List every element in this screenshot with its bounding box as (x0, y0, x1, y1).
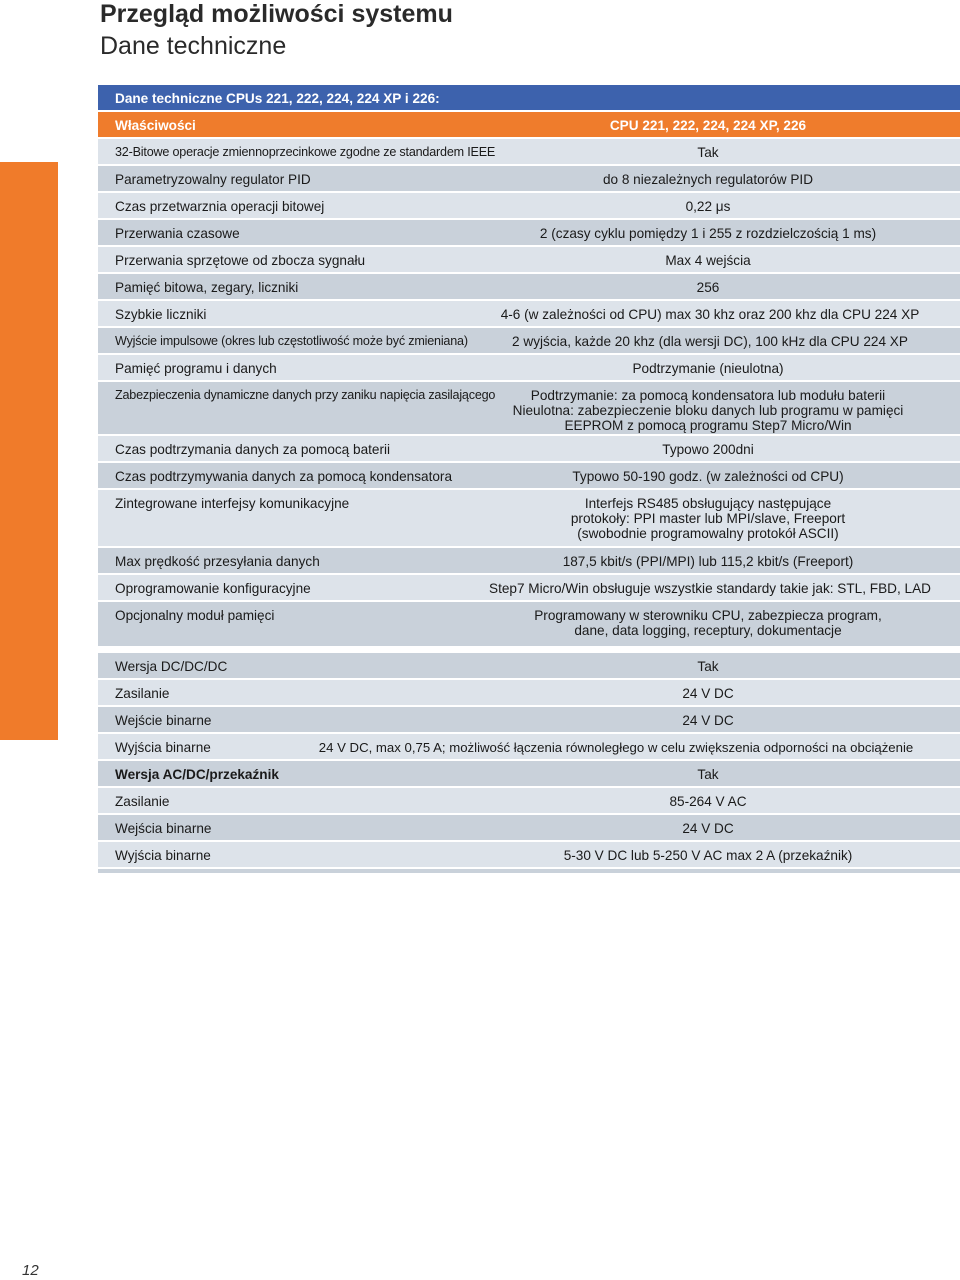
table-bottom-rule (98, 869, 960, 873)
table-row (98, 680, 960, 707)
row-value: 4-6 (w zależności od CPU) max 30 khz oraz 200 khz dla CPU 224 XP (500, 307, 920, 322)
row-value: Tak (697, 767, 719, 782)
spec-table-versions (98, 653, 960, 869)
table-row (98, 463, 960, 490)
row-value: 24 V DC, max 0,75 A; możliwość łączenia równoległego w celu zwiększenia odporności na obciążenie (318, 740, 914, 755)
table-row (98, 548, 960, 575)
row-value: 24 V DC (682, 821, 734, 836)
table-row (98, 653, 960, 680)
row-label: Przerwania sprzętowe od zbocza sygnału (115, 253, 366, 268)
row-label: Pamięć programu i danych (115, 361, 277, 376)
page-number: 12 (22, 1262, 39, 1279)
row-label: Wersja AC/DC/przekaźnik (115, 767, 279, 782)
table-row (98, 355, 960, 382)
table-row (98, 139, 960, 166)
table-row (98, 734, 960, 761)
table-row (98, 328, 960, 355)
row-value: 187,5 kbit/s (PPI/MPI) lub 115,2 kbit/s (Freeport) (562, 554, 854, 569)
table-row (98, 166, 960, 193)
table-row (98, 220, 960, 247)
table-row (98, 842, 960, 869)
row-label: Zintegrowane interfejsy komunikacyjne (115, 496, 350, 511)
row-label: Przerwania czasowe (115, 226, 240, 241)
header-value: CPU 221, 222, 224, 224 XP, 226 (609, 118, 807, 133)
row-value: 2 wyjścia, każde 20 khz (dla wersji DC), 100 kHz dla CPU 224 XP (512, 334, 908, 349)
page-title: Przegląd możliwości systemu (100, 0, 453, 28)
row-label: Zasilanie (115, 686, 170, 701)
table-row (98, 247, 960, 274)
table-row (98, 602, 960, 648)
row-label: Wejścia binarne (115, 821, 212, 836)
row-label: Szybkie liczniki (115, 307, 207, 322)
row-value: Programowany w sterowniku CPU, zabezpiecza program, dane, data logging, receptury, dokumentacje (534, 608, 882, 638)
table-caption: Dane techniczne CPUs 221, 222, 224, 224 XP i 226: (115, 91, 440, 106)
row-label: Czas podtrzymywania danych za pomocą kondensatora (115, 469, 453, 484)
row-value: Typowo 50-190 godz. (w zależności od CPU) (572, 469, 844, 484)
row-label: Wyjścia binarne (115, 848, 211, 863)
row-label: Pamięć bitowa, zegary, liczniki (115, 280, 299, 295)
spec-table-cpu (98, 85, 960, 648)
row-label: Zabezpieczenia dynamiczne danych przy zaniku napięcia zasilającego (115, 388, 496, 402)
row-label: 32-Bitowe operacje zmiennoprzecinkowe zgodne ze standardem IEEE (115, 145, 496, 159)
row-value: Typowo 200dni (662, 442, 754, 457)
row-label: Wejście binarne (115, 713, 212, 728)
row-label: Zasilanie (115, 794, 170, 809)
table-header-row (98, 112, 960, 139)
row-value: Podtrzymanie (nieulotna) (632, 361, 784, 376)
row-value: Step7 Micro/Win obsługuje wszystkie standardy takie jak: STL, FBD, LAD (489, 581, 931, 596)
row-value: 256 (696, 280, 720, 295)
row-value: Max 4 wejścia (665, 253, 751, 268)
row-label: Max prędkość przesyłania danych (115, 554, 320, 569)
table-row (98, 382, 960, 436)
row-value: 0,22 μs (685, 199, 731, 214)
row-value: 24 V DC (682, 686, 734, 701)
row-value: Interfejs RS485 obsługujący następujące protokoły: PPI master lub MPI/slave, Freeport (swobodnie programowalny protokół ASCII) (570, 496, 846, 541)
row-label: Wyjścia binarne (115, 740, 211, 755)
table-row (98, 490, 960, 548)
table-row (98, 193, 960, 220)
row-value: 85-264 V AC (669, 794, 747, 809)
table-caption-row (98, 85, 960, 112)
row-label: Opcjonalny moduł pamięci (115, 608, 275, 623)
row-value: 24 V DC (682, 713, 734, 728)
row-value: Tak (697, 145, 719, 160)
table-row (98, 761, 960, 788)
row-label: Czas podtrzymania danych za pomocą baterii (115, 442, 391, 457)
row-value: Podtrzymanie: za pomocą kondensatora lub modułu baterii Nieulotna: zabezpieczenie bloku danych lub programu w pamięci EEPROM z pomocą programu Step7 Micro/Win (512, 388, 904, 433)
table-row (98, 274, 960, 301)
row-label: Czas przetwarznia operacji bitowej (115, 199, 325, 214)
row-label: Oprogramowanie konfiguracyjne (115, 581, 311, 596)
row-value: Tak (697, 659, 719, 674)
row-value: 2 (czasy cyklu pomiędzy 1 i 255 z rozdzielczością 1 ms) (539, 226, 877, 241)
row-label: Wyjście impulsowe (okres lub częstotliwość może być zmieniana) (115, 334, 468, 348)
table-row (98, 301, 960, 328)
row-value: do 8 niezależnych regulatorów PID (602, 172, 814, 187)
table-row (98, 575, 960, 602)
page-subtitle: Dane techniczne (100, 32, 287, 60)
row-label: Parametryzowalny regulator PID (115, 172, 311, 187)
table-row (98, 707, 960, 734)
table-row (98, 436, 960, 463)
table-row (98, 788, 960, 815)
row-label: Wersja DC/DC/DC (115, 659, 228, 674)
table-row (98, 815, 960, 842)
side-accent-bar (0, 162, 58, 740)
row-value: 5-30 V DC lub 5-250 V AC max 2 A (przekaźnik) (563, 848, 853, 863)
header-label: Właściwości (115, 118, 196, 133)
